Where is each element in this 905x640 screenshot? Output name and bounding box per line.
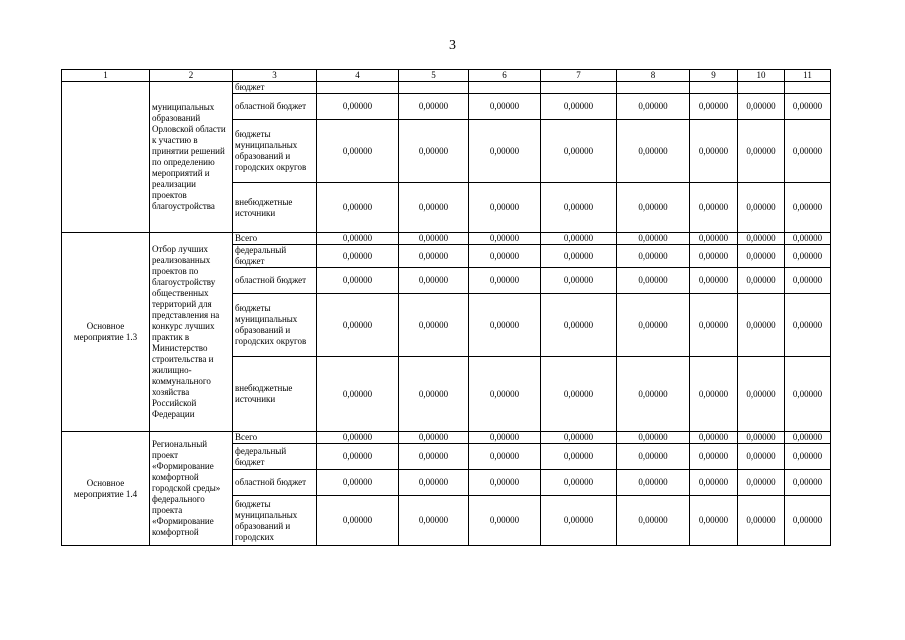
amount-cell: 0,00000 — [399, 233, 469, 245]
amount-cell: 0,00000 — [541, 357, 617, 432]
amount-cell: 0,00000 — [785, 470, 831, 496]
event-name-cell: Региональный проект «Формирование комфортной городской среды» федерального проекта «Формирование комфортной — [150, 432, 233, 546]
amount-cell: 0,00000 — [541, 245, 617, 268]
amount-cell: 0,00000 — [738, 94, 785, 120]
amount-cell: 0,00000 — [399, 183, 469, 233]
amount-cell: 0,00000 — [399, 432, 469, 444]
column-header: 1 — [62, 70, 150, 82]
amount-cell: 0,00000 — [541, 268, 617, 294]
column-header: 9 — [690, 70, 738, 82]
amount-cell: 0,00000 — [690, 496, 738, 546]
amount-cell: 0,00000 — [541, 94, 617, 120]
amount-cell: 0,00000 — [738, 120, 785, 183]
amount-cell — [399, 82, 469, 94]
amount-cell: 0,00000 — [541, 183, 617, 233]
funding-source-cell: внебюджетные источники — [233, 183, 317, 233]
amount-cell: 0,00000 — [469, 183, 541, 233]
amount-cell: 0,00000 — [469, 245, 541, 268]
funding-source-cell: Всего — [233, 233, 317, 245]
amount-cell: 0,00000 — [399, 120, 469, 183]
event-cell: Основное мероприятие 1.4 — [62, 432, 150, 546]
amount-cell: 0,00000 — [738, 444, 785, 470]
amount-cell: 0,00000 — [469, 444, 541, 470]
amount-cell: 0,00000 — [317, 268, 399, 294]
amount-cell: 0,00000 — [785, 294, 831, 357]
amount-cell: 0,00000 — [617, 233, 690, 245]
amount-cell: 0,00000 — [785, 432, 831, 444]
amount-cell — [738, 82, 785, 94]
amount-cell — [690, 82, 738, 94]
amount-cell — [785, 82, 831, 94]
header-row — [62, 70, 831, 82]
amount-cell: 0,00000 — [785, 444, 831, 470]
amount-cell — [469, 82, 541, 94]
amount-cell — [317, 82, 399, 94]
amount-cell: 0,00000 — [690, 120, 738, 183]
amount-cell: 0,00000 — [469, 233, 541, 245]
amount-cell: 0,00000 — [738, 470, 785, 496]
column-header: 11 — [785, 70, 831, 82]
event-name-cell: Отбор лучших реализованных проектов по благоустройству общественных территорий для представления на конкурс лучших практик в Министерство строительства и жилищно-коммунального хозяйства Российской Федерации — [150, 233, 233, 432]
column-header: 8 — [617, 70, 690, 82]
amount-cell: 0,00000 — [738, 268, 785, 294]
amount-cell: 0,00000 — [617, 294, 690, 357]
event-cell — [62, 82, 150, 233]
amount-cell: 0,00000 — [738, 357, 785, 432]
amount-cell: 0,00000 — [690, 444, 738, 470]
column-header: 6 — [469, 70, 541, 82]
amount-cell: 0,00000 — [785, 94, 831, 120]
column-header: 2 — [150, 70, 233, 82]
funding-source-cell: областной бюджет — [233, 470, 317, 496]
amount-cell: 0,00000 — [617, 496, 690, 546]
amount-cell: 0,00000 — [469, 268, 541, 294]
amount-cell: 0,00000 — [399, 444, 469, 470]
amount-cell: 0,00000 — [541, 233, 617, 245]
amount-cell: 0,00000 — [317, 120, 399, 183]
amount-cell: 0,00000 — [617, 357, 690, 432]
amount-cell — [541, 82, 617, 94]
table-body — [62, 82, 831, 546]
amount-cell: 0,00000 — [399, 496, 469, 546]
amount-cell: 0,00000 — [617, 94, 690, 120]
amount-cell: 0,00000 — [317, 94, 399, 120]
amount-cell: 0,00000 — [738, 233, 785, 245]
amount-cell: 0,00000 — [785, 268, 831, 294]
amount-cell: 0,00000 — [617, 268, 690, 294]
amount-cell: 0,00000 — [399, 294, 469, 357]
column-header: 4 — [317, 70, 399, 82]
amount-cell: 0,00000 — [785, 245, 831, 268]
amount-cell: 0,00000 — [690, 470, 738, 496]
funding-source-cell: бюджеты муниципальных образований и городских округов — [233, 120, 317, 183]
table-row — [62, 82, 831, 94]
funding-source-cell: федеральный бюджет — [233, 245, 317, 268]
amount-cell: 0,00000 — [469, 470, 541, 496]
amount-cell — [617, 82, 690, 94]
amount-cell: 0,00000 — [399, 470, 469, 496]
amount-cell: 0,00000 — [690, 183, 738, 233]
funding-source-cell: бюджеты муниципальных образований и городских округов — [233, 294, 317, 357]
amount-cell: 0,00000 — [541, 432, 617, 444]
amount-cell: 0,00000 — [317, 245, 399, 268]
amount-cell: 0,00000 — [785, 357, 831, 432]
amount-cell: 0,00000 — [617, 470, 690, 496]
amount-cell: 0,00000 — [738, 245, 785, 268]
amount-cell: 0,00000 — [399, 245, 469, 268]
amount-cell: 0,00000 — [399, 94, 469, 120]
event-name-cell: муниципальных образований Орловской области к участию в принятии решений по определению мероприятий и реализации проектов благоустройства — [150, 82, 233, 233]
column-header: 10 — [738, 70, 785, 82]
amount-cell: 0,00000 — [541, 294, 617, 357]
amount-cell: 0,00000 — [469, 357, 541, 432]
amount-cell: 0,00000 — [469, 496, 541, 546]
amount-cell: 0,00000 — [690, 294, 738, 357]
financing-table — [61, 69, 831, 546]
amount-cell: 0,00000 — [738, 496, 785, 546]
amount-cell: 0,00000 — [690, 432, 738, 444]
amount-cell: 0,00000 — [541, 470, 617, 496]
amount-cell: 0,00000 — [617, 245, 690, 268]
amount-cell: 0,00000 — [469, 294, 541, 357]
funding-source-cell: федеральный бюджет — [233, 444, 317, 470]
amount-cell: 0,00000 — [617, 183, 690, 233]
amount-cell: 0,00000 — [785, 496, 831, 546]
amount-cell: 0,00000 — [317, 470, 399, 496]
amount-cell: 0,00000 — [541, 496, 617, 546]
amount-cell: 0,00000 — [399, 268, 469, 294]
page-number: 3 — [449, 38, 456, 53]
funding-source-cell: областной бюджет — [233, 94, 317, 120]
amount-cell: 0,00000 — [541, 444, 617, 470]
funding-source-cell: бюджеты муниципальных образований и городских — [233, 496, 317, 546]
amount-cell: 0,00000 — [317, 294, 399, 357]
amount-cell: 0,00000 — [690, 268, 738, 294]
amount-cell: 0,00000 — [785, 233, 831, 245]
amount-cell: 0,00000 — [738, 432, 785, 444]
amount-cell: 0,00000 — [617, 120, 690, 183]
amount-cell: 0,00000 — [690, 245, 738, 268]
amount-cell: 0,00000 — [690, 357, 738, 432]
amount-cell: 0,00000 — [617, 444, 690, 470]
amount-cell: 0,00000 — [738, 294, 785, 357]
amount-cell: 0,00000 — [317, 183, 399, 233]
amount-cell: 0,00000 — [317, 432, 399, 444]
funding-source-cell: внебюджетные источники — [233, 357, 317, 432]
amount-cell: 0,00000 — [541, 120, 617, 183]
funding-source-cell: Всего — [233, 432, 317, 444]
amount-cell: 0,00000 — [399, 357, 469, 432]
amount-cell: 0,00000 — [469, 120, 541, 183]
amount-cell: 0,00000 — [785, 183, 831, 233]
amount-cell: 0,00000 — [469, 432, 541, 444]
funding-source-cell: бюджет — [233, 82, 317, 94]
amount-cell: 0,00000 — [317, 444, 399, 470]
funding-source-cell: областной бюджет — [233, 268, 317, 294]
amount-cell: 0,00000 — [690, 233, 738, 245]
amount-cell: 0,00000 — [617, 432, 690, 444]
column-header: 7 — [541, 70, 617, 82]
amount-cell: 0,00000 — [317, 233, 399, 245]
column-header: 5 — [399, 70, 469, 82]
amount-cell: 0,00000 — [469, 94, 541, 120]
table-row — [62, 432, 831, 444]
column-header: 3 — [233, 70, 317, 82]
amount-cell: 0,00000 — [317, 357, 399, 432]
amount-cell: 0,00000 — [690, 94, 738, 120]
event-cell: Основное мероприятие 1.3 — [62, 233, 150, 432]
amount-cell: 0,00000 — [738, 183, 785, 233]
amount-cell: 0,00000 — [317, 496, 399, 546]
amount-cell: 0,00000 — [785, 120, 831, 183]
table-row — [62, 233, 831, 245]
